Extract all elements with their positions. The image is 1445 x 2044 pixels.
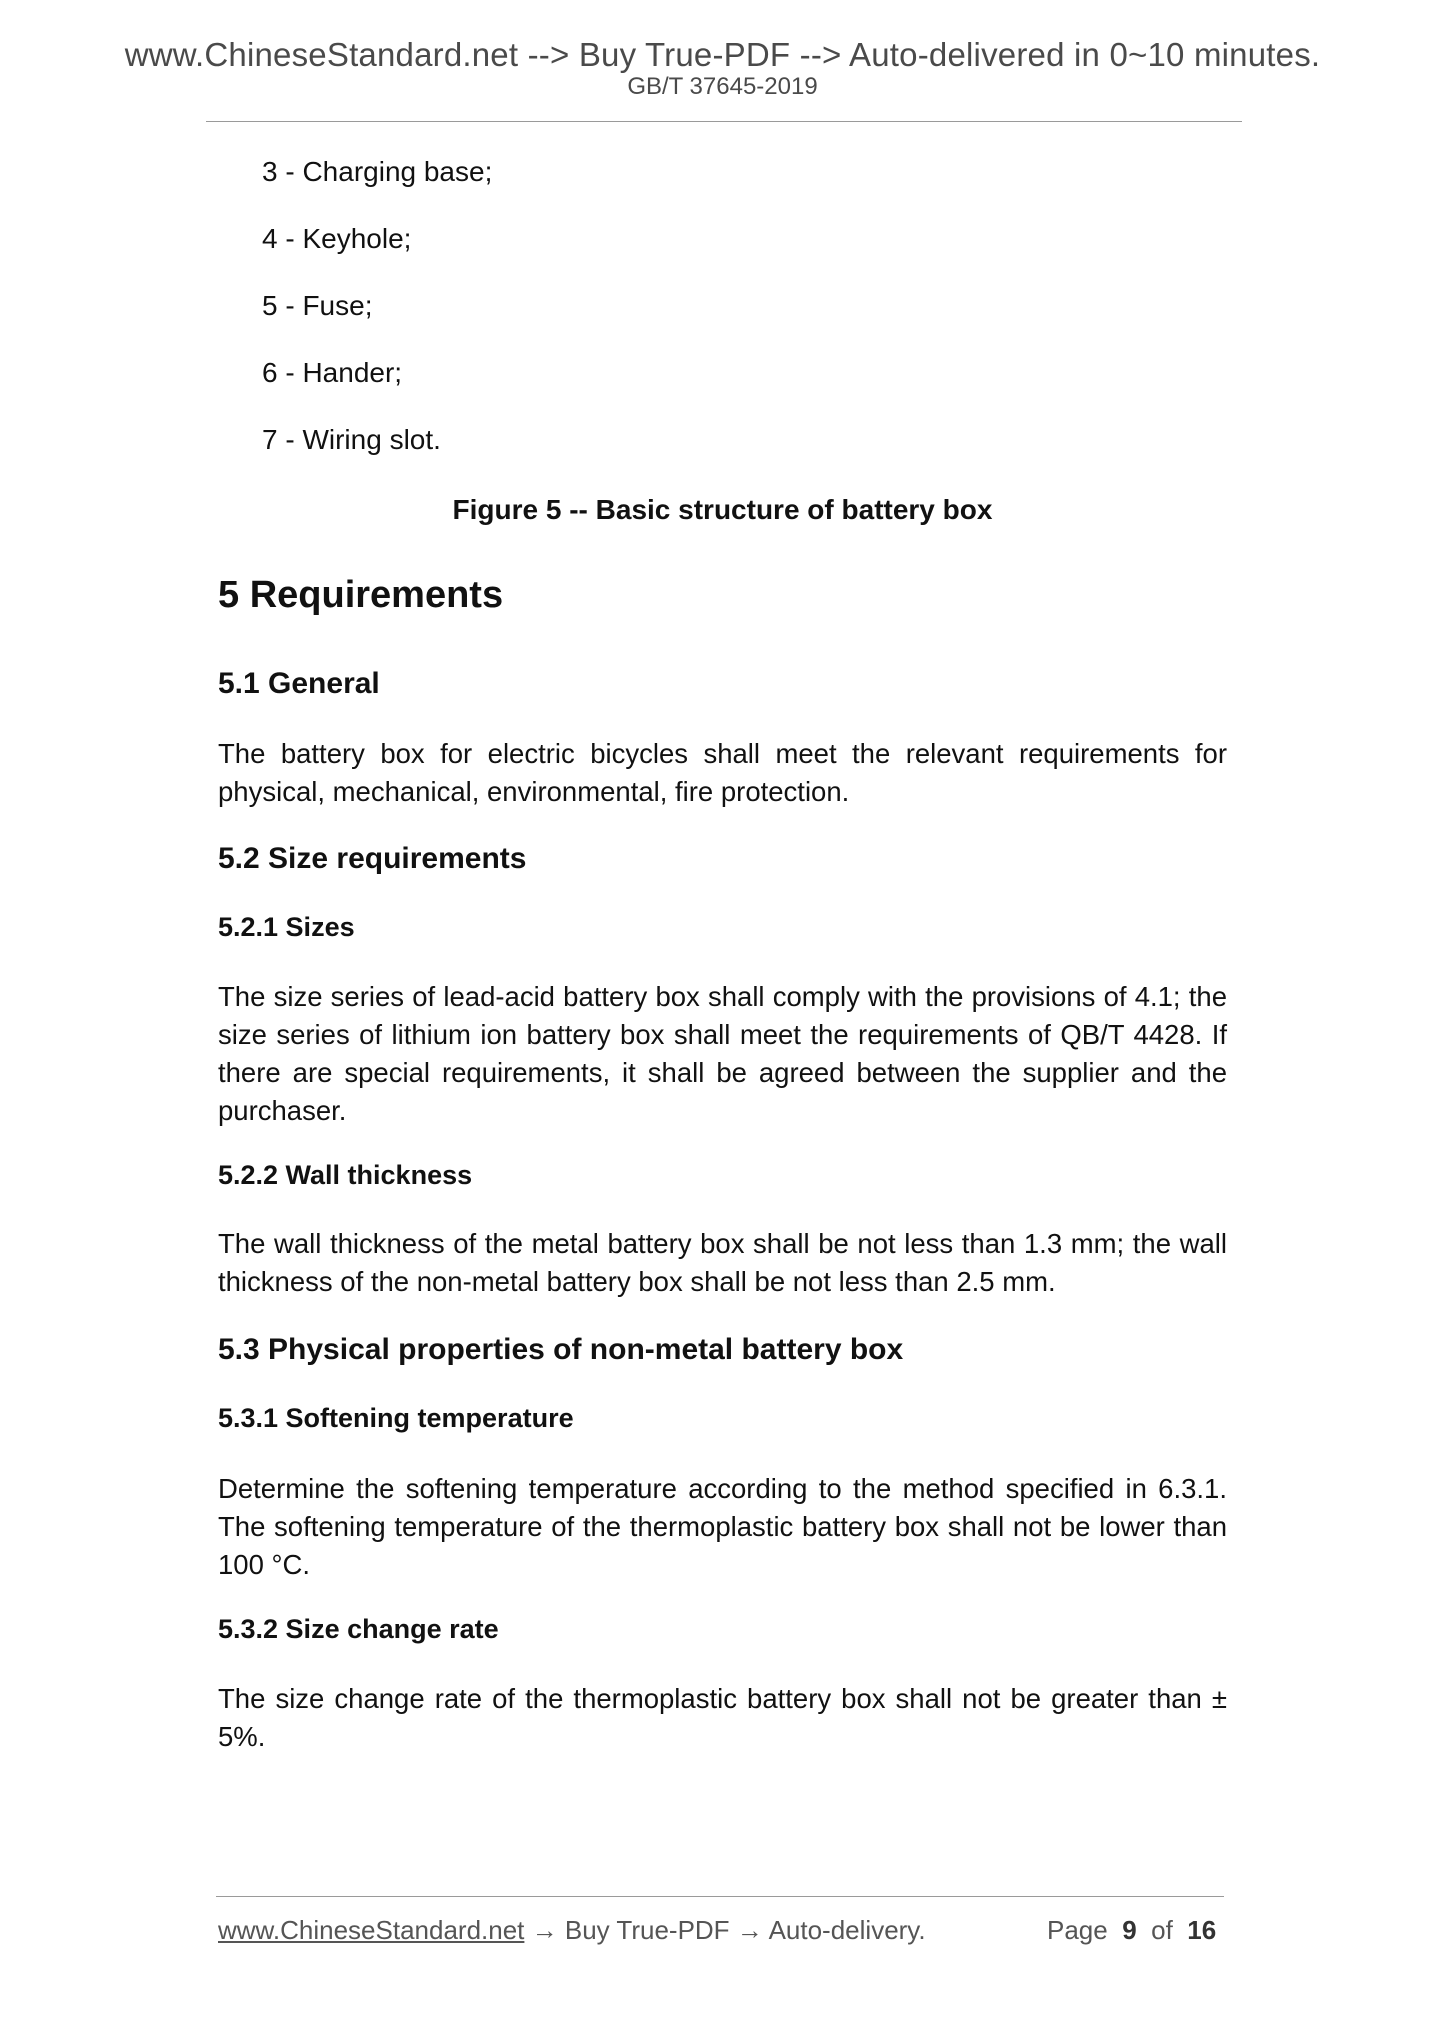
section-heading-5-2: 5.2 Size requirements bbox=[218, 842, 527, 875]
legend-item: 6 - Hander; bbox=[262, 357, 403, 388]
footer-promo bbox=[218, 1915, 926, 1946]
legend-item: 4 - Keyhole; bbox=[262, 223, 412, 254]
paragraph-5-2-2: The wall thickness of the metal battery box shall be not less than 1.3 mm; the wall thickness of the non-metal battery box shall be not less than 2.5 mm. bbox=[218, 1228, 1227, 1297]
paragraph-5-2-1: The size series of lead-acid battery box shall comply with the provisions of 4.1; the size series of lithium ion battery box shall meet the requirements of QB/T 4428. If there are special requirements, it shall be agreed between the supplier and the purchaser. bbox=[218, 981, 1227, 1126]
section-heading-5-2-2: 5.2.2 Wall thickness bbox=[218, 1160, 473, 1190]
legend-item: 7 - Wiring slot. bbox=[262, 424, 441, 455]
header-divider bbox=[206, 121, 1242, 122]
figure-caption: Figure 5 -- Basic structure of battery box bbox=[452, 494, 993, 525]
section-heading-5-2-1: 5.2.1 Sizes bbox=[218, 912, 355, 942]
section-heading-5-3-1: 5.3.1 Softening temperature bbox=[218, 1403, 574, 1433]
section-heading-5-3-2: 5.3.2 Size change rate bbox=[218, 1614, 499, 1644]
footer-site-link[interactable]: www.ChineseStandard.net bbox=[218, 1915, 525, 1945]
footer-promo-text: → Buy True-PDF → Auto-delivery. bbox=[524, 1915, 926, 1945]
page-of-label: of bbox=[1151, 1915, 1173, 1945]
legend-item: 3 - Charging base; bbox=[262, 156, 493, 187]
header-banner: www.ChineseStandard.net --> Buy True-PDF --> Auto-delivered in 0~10 minutes. bbox=[124, 36, 1321, 73]
section-heading-5-3: 5.3 Physical properties of non-metal battery box bbox=[218, 1333, 904, 1366]
paragraph-5-3-2: The size change rate of the thermoplastic battery box shall not be greater than ± 5%. bbox=[218, 1683, 1227, 1752]
document-id: GB/T 37645-2019 bbox=[627, 73, 818, 100]
footer-divider bbox=[216, 1896, 1224, 1897]
section-heading-5-1: 5.1 General bbox=[218, 667, 380, 700]
legend-item: 5 - Fuse; bbox=[262, 290, 373, 321]
section-heading-5: 5 Requirements bbox=[218, 574, 504, 616]
paragraph-5-3-1: Determine the softening temperature according to the method specified in 6.3.1. The softening temperature of the thermoplastic battery box shall not be lower than 100 °C. bbox=[218, 1473, 1227, 1580]
page-label: Page bbox=[1047, 1915, 1108, 1945]
page-indicator bbox=[1047, 1915, 1216, 1946]
page-number: 9 bbox=[1122, 1915, 1137, 1945]
paragraph-5-1: The battery box for electric bicycles shall meet the relevant requirements for physical, mechanical, environmental, fire protection. bbox=[218, 738, 1227, 807]
page-total: 16 bbox=[1187, 1915, 1217, 1945]
